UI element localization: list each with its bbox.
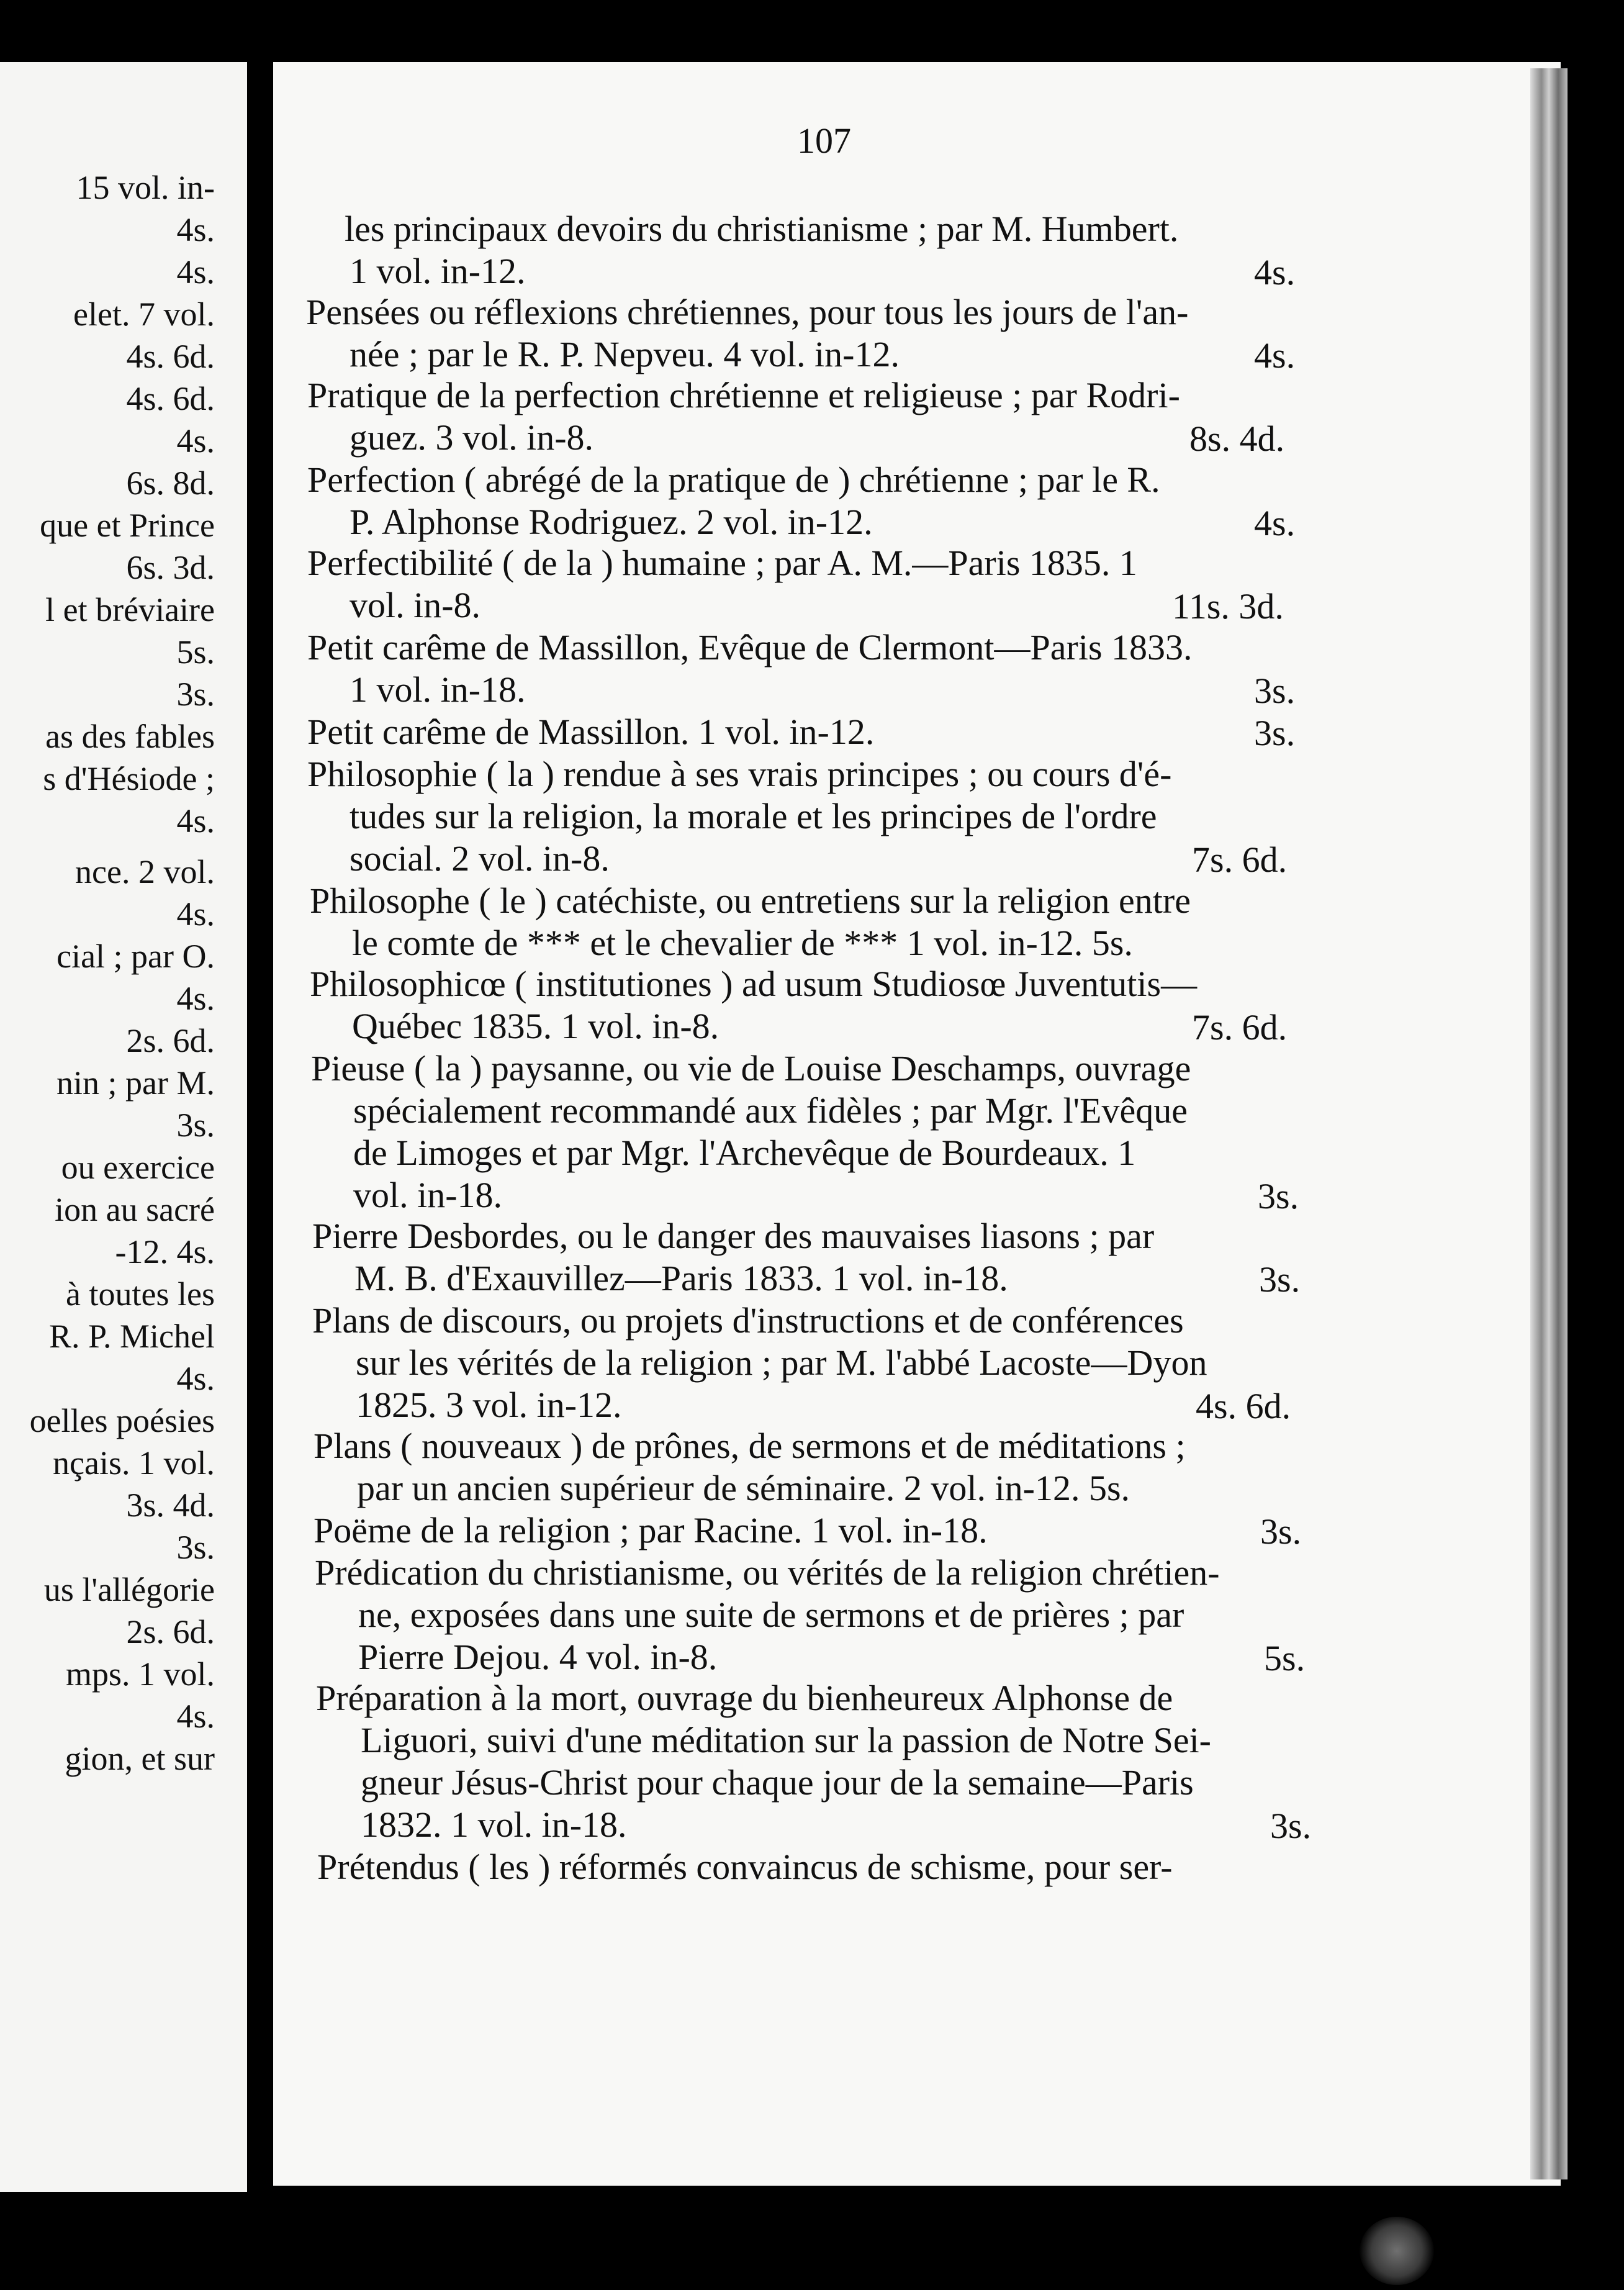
- previous-page-line: 6s. 3d.: [126, 549, 215, 586]
- entry-line: 1 vol. in-12.: [350, 251, 526, 291]
- entry-line: 1825. 3 vol. in-12.: [356, 1385, 622, 1425]
- entry-line: Québec 1835. 1 vol. in-8.: [352, 1006, 720, 1046]
- entry-line: Liguori, suivi d'une méditation sur la passion de Notre Sei-: [361, 1720, 1211, 1760]
- entry-line: 1 vol. in-18.: [350, 669, 526, 710]
- entry-price: 4s.: [1254, 503, 1296, 543]
- entry-line: P. Alphonse Rodriguez. 2 vol. in-12.: [350, 502, 873, 542]
- entry-line: 1832. 1 vol. in-18.: [361, 1804, 627, 1845]
- previous-page-line: 3s.: [176, 1529, 215, 1566]
- entry-price: 7s. 6d.: [1192, 840, 1288, 880]
- previous-page-line: gion, et sur: [65, 1740, 215, 1777]
- previous-page-line: R. P. Michel: [48, 1318, 215, 1355]
- entry-line: vol. in-8.: [350, 585, 481, 625]
- entry-line: guez. 3 vol. in-8.: [350, 417, 594, 458]
- entry-title: Philosophicœ ( institutiones ) ad usum Studiosœ Juventutis—: [310, 964, 1198, 1004]
- entry-price: 3s.: [1270, 1806, 1312, 1846]
- previous-page-line: nin ; par M.: [56, 1064, 215, 1102]
- entry-title: Perfectibilité ( de la ) humaine ; par A. M.—Paris 1835. 1: [307, 543, 1137, 583]
- entry-line: social. 2 vol. in-8.: [350, 838, 610, 879]
- entry-title: Philosophe ( le ) catéchiste, ou entretiens sur la religion entre: [310, 880, 1191, 921]
- entry-price: 4s.: [1254, 335, 1296, 376]
- previous-page: [0, 62, 247, 2192]
- previous-page-line: 4s. 6d.: [126, 380, 215, 417]
- previous-page-line: -12. 4s.: [115, 1233, 215, 1270]
- entry-price: 3s.: [1258, 1176, 1299, 1216]
- previous-page-line: 2s. 6d.: [126, 1022, 215, 1059]
- previous-page-line: 2s. 6d.: [126, 1613, 215, 1650]
- entry-price: 3s.: [1260, 1511, 1302, 1552]
- previous-page-line: 4s.: [176, 211, 215, 248]
- entry-line: sur les vérités de la religion ; par M. l'abbé Lacoste—Dyon: [356, 1342, 1207, 1383]
- page-edge: [1530, 68, 1568, 2179]
- previous-page-line: 4s.: [176, 980, 215, 1017]
- entry-price: 3s.: [1254, 713, 1296, 753]
- previous-page-line: as des fables: [45, 718, 215, 755]
- previous-page-line: nçais. 1 vol.: [53, 1444, 215, 1482]
- previous-page-line: 3s. 4d.: [126, 1487, 215, 1524]
- previous-page-line: us l'allégorie: [43, 1571, 215, 1608]
- entry-title: Petit carême de Massillon, Evêque de Clermont—Paris 1833.: [307, 627, 1193, 668]
- previous-page-line: 4s.: [176, 895, 215, 933]
- previous-page-line: mps. 1 vol.: [65, 1655, 215, 1693]
- entry-title: Plans ( nouveaux ) de prônes, de sermons et de méditations ;: [314, 1426, 1186, 1466]
- entry-price: 3s.: [1259, 1259, 1301, 1300]
- entry-title: Pierre Desbordes, ou le danger des mauvaises liasons ; par: [312, 1216, 1155, 1256]
- entry-line: vol. in-18.: [353, 1175, 503, 1215]
- previous-page-line: 3s.: [176, 676, 215, 713]
- entry-line: M. B. d'Exauvillez—Paris 1833. 1 vol. in-18.: [354, 1258, 1008, 1298]
- previous-page-line: s d'Hésiode ;: [43, 760, 215, 797]
- entry-title: Philosophie ( la ) rendue à ses vrais principes ; ou cours d'é-: [307, 754, 1172, 794]
- previous-page-line: à toutes les: [66, 1275, 215, 1313]
- entry-line: par un ancien supérieur de séminaire. 2 vol. in-12. 5s.: [357, 1468, 1130, 1508]
- previous-page-line: oelles poésies: [29, 1402, 215, 1439]
- previous-page-line: 4s.: [176, 802, 215, 840]
- previous-page-line: 4s.: [176, 1698, 215, 1735]
- entry-price: 7s. 6d.: [1192, 1007, 1288, 1048]
- previous-page-line: ion au sacré: [55, 1191, 215, 1228]
- entry-price: 11s. 3d.: [1172, 586, 1284, 627]
- entry-title: Pensées ou réflexions chrétiennes, pour tous les jours de l'an-: [306, 292, 1189, 332]
- scanner-thumb-mark: [1360, 2217, 1434, 2285]
- entry-line: tudes sur la religion, la morale et les principes de l'ordre: [350, 796, 1157, 836]
- entry-title: Préparation à la mort, ouvrage du bienheureux Alphonse de: [316, 1678, 1173, 1718]
- previous-page-line: l et bréviaire: [45, 591, 215, 628]
- previous-page-line: que et Prince: [40, 507, 215, 544]
- entry-price: 5s.: [1264, 1638, 1306, 1678]
- previous-page-line: 4s.: [176, 1360, 215, 1397]
- previous-page-line: 4s.: [176, 253, 215, 291]
- previous-page-line: 4s. 6d.: [126, 338, 215, 375]
- previous-page-line: 6s. 8d.: [126, 464, 215, 502]
- entry-line: le comte de *** et le chevalier de *** 1 vol. in-12. 5s.: [352, 923, 1133, 963]
- entry-title: Petit carême de Massillon. 1 vol. in-12.: [307, 712, 875, 752]
- previous-page-line: 3s.: [176, 1107, 215, 1144]
- entry-line: née ; par le R. P. Nepveu. 4 vol. in-12.: [350, 334, 900, 374]
- entry-line: ne, exposées dans une suite de sermons et de prières ; par: [358, 1595, 1184, 1635]
- page-number: 107: [797, 120, 851, 161]
- previous-page-line: 4s.: [176, 422, 215, 459]
- entry-line: les principaux devoirs du christianisme ; par M. Humbert.: [345, 209, 1179, 249]
- previous-page-line: ou exercice: [61, 1149, 215, 1186]
- entry-price: 4s.: [1254, 252, 1296, 292]
- previous-page-line: elet. 7 vol.: [73, 296, 215, 333]
- entry-title: Plans de discours, ou projets d'instructions et de conférences: [312, 1300, 1184, 1341]
- entry-price: 8s. 4d.: [1189, 419, 1285, 459]
- previous-page-line: 5s.: [176, 633, 215, 671]
- previous-page-line: cial ; par O.: [56, 938, 215, 975]
- entry-price: 4s. 6d.: [1196, 1386, 1291, 1426]
- previous-page-line: nce. 2 vol.: [75, 853, 215, 890]
- entry-title: Poëme de la religion ; par Racine. 1 vol. in-18.: [314, 1510, 988, 1550]
- entry-title: Pieuse ( la ) paysanne, ou vie de Louise Deschamps, ouvrage: [311, 1048, 1191, 1088]
- entry-line: de Limoges et par Mgr. l'Archevêque de Bourdeaux. 1: [353, 1133, 1136, 1173]
- entry-title: Pratique de la perfection chrétienne et religieuse ; par Rodri-: [307, 375, 1180, 415]
- entry-title: Perfection ( abrégé de la pratique de ) chrétienne ; par le R.: [307, 459, 1160, 500]
- entry-title: Prédication du christianisme, ou vérités de la religion chrétien-: [315, 1552, 1220, 1593]
- entry-title: Prétendus ( les ) réformés convaincus de schisme, pour ser-: [317, 1847, 1173, 1887]
- entry-price: 3s.: [1254, 671, 1296, 711]
- entry-line: spécialement recommandé aux fidèles ; par Mgr. l'Evêque: [353, 1090, 1188, 1131]
- entry-line: gneur Jésus-Christ pour chaque jour de la semaine—Paris: [361, 1762, 1194, 1803]
- previous-page-line: 15 vol. in-: [76, 169, 215, 206]
- entry-line: Pierre Dejou. 4 vol. in-8.: [358, 1637, 718, 1677]
